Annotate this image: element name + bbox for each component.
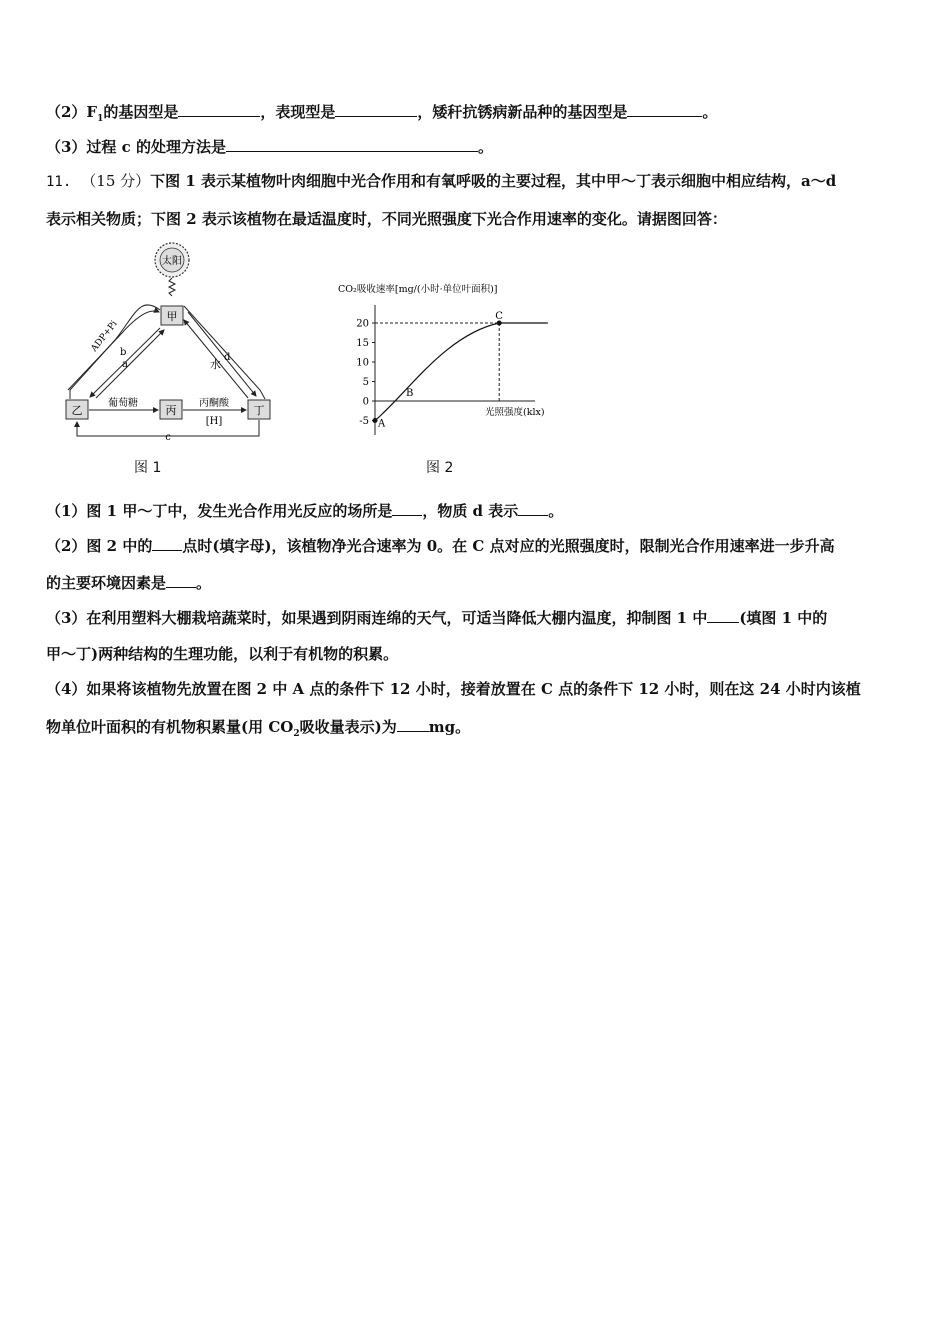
answer-blank[interactable] xyxy=(226,136,478,152)
answer-blank[interactable] xyxy=(707,607,739,623)
question-number: 11. xyxy=(46,174,72,190)
answer-blank[interactable] xyxy=(166,572,196,588)
q11-stem1: 下图 1 表示某植物叶肉细胞中光合作用和有氧呼吸的主要过程，其中甲～丁表示细胞中相应结构，a～d xyxy=(150,172,837,190)
q11-s2-text1: （2）图 2 中的 xyxy=(46,537,153,555)
q11-part2-line1 xyxy=(46,535,835,556)
q10-part2 xyxy=(46,101,717,129)
q10-p2-sub: 1 xyxy=(97,114,104,124)
point-a-label: A xyxy=(378,418,386,430)
q11-part1 xyxy=(46,500,563,521)
label-h: [H] xyxy=(205,416,223,427)
answer-blank[interactable] xyxy=(518,500,548,516)
label-a: a xyxy=(122,359,128,370)
label-c: c xyxy=(165,432,171,440)
arrow-adp xyxy=(70,305,160,399)
q11-part4-line1 xyxy=(46,679,861,699)
answer-blank[interactable] xyxy=(392,500,422,516)
y-tick-label: 10 xyxy=(356,357,369,369)
chart-ylabel: CO₂吸收速率[mg/(小时·单位叶面积)] xyxy=(338,284,498,295)
y-tick-label: 5 xyxy=(362,377,369,388)
figure-2-chart xyxy=(330,280,570,440)
q10-p2-label: （2）F xyxy=(46,103,98,121)
q11-s3-text2: (填图 1 中的 xyxy=(739,609,828,627)
label-pyruvate: 丙酮酸 xyxy=(199,398,229,409)
q10-p2-end: 。 xyxy=(702,103,718,121)
answer-blank[interactable] xyxy=(178,101,260,117)
label-glucose: 葡萄糖 xyxy=(108,398,138,409)
q11-s2-end: 。 xyxy=(196,574,212,592)
sun-label: 太阳 xyxy=(162,256,182,267)
label-water: 水 xyxy=(210,358,221,371)
q11-s1-end: 。 xyxy=(548,502,564,520)
label-yi: 乙 xyxy=(71,404,83,417)
q10-p2-text3: ，矮秆抗锈病新品种的基因型是 xyxy=(417,103,628,121)
q11-s1-text2: ，物质 d 表示 xyxy=(422,502,519,520)
answer-blank[interactable] xyxy=(152,535,182,551)
q11-s3-text1: （3）在利用塑料大棚栽培蔬菜时，如果遇到阴雨连绵的天气，可适当降低大棚内温度，抑制图 1 中 xyxy=(46,609,708,627)
label-b: b xyxy=(120,347,127,358)
label-adp: ADP+Pi xyxy=(89,319,120,354)
answer-blank[interactable] xyxy=(335,101,417,117)
y-tick-label: 20 xyxy=(356,318,369,330)
q11-stem-line1 xyxy=(46,171,836,192)
label-bing: 丙 xyxy=(165,404,177,417)
q11-s4-text2: 物单位叶面积的有机物积累量(用 CO xyxy=(46,718,294,736)
answer-blank[interactable] xyxy=(627,101,702,117)
q11-s2-text2: 点时(填字母)，该植物净光合速率为 0。在 C 点对应的光照强度时，限制光合作用速率进一步升高 xyxy=(182,537,835,555)
q11-s2-text3: 的主要环境因素是 xyxy=(46,574,167,592)
point-c-label: C xyxy=(495,311,503,322)
q11-part2-line2 xyxy=(46,572,211,593)
y-tick-label: 15 xyxy=(356,338,369,349)
sun-icon xyxy=(155,243,189,277)
y-tick-label: -5 xyxy=(359,416,369,427)
figure-1-caption: 图 1 xyxy=(134,460,162,476)
chart-xlabel: 光照强度(klx) xyxy=(485,407,545,418)
q11-part4-line2 xyxy=(46,716,470,744)
label-jia: 甲 xyxy=(166,310,178,323)
q10-p3-text: （3）过程 c 的处理方法是 xyxy=(46,138,227,156)
q10-part3 xyxy=(46,136,493,157)
point-b-label: B xyxy=(406,388,414,399)
q11-stem2: 表示相关物质；下图 2 表示该植物在最适温度时，不同光照强度下光合作用速率的变化。请据图回答： xyxy=(46,210,727,228)
q11-part3-line2 xyxy=(46,644,398,664)
light-zigzag xyxy=(169,278,175,296)
arrow-d xyxy=(188,312,256,396)
q10-p2-text2: ，表现型是 xyxy=(260,103,336,121)
q11-s4-text3: 吸收量表示)为 xyxy=(299,718,397,736)
question-score: （15 分） xyxy=(81,172,151,190)
point-a-marker xyxy=(373,418,378,423)
y-tick-label: 0 xyxy=(362,396,369,408)
q11-s4-text1: （4）如果将该植物先放置在图 2 中 A 点的条件下 12 小时，接着放置在 C 点的条件下 12 小时，则在这 24 小时内该植 xyxy=(46,680,861,698)
q11-s3-text3: 甲～丁)两种结构的生理功能，以利于有机物的积累。 xyxy=(46,645,399,663)
q10-p3-end: 。 xyxy=(478,138,494,156)
q11-stem-line2 xyxy=(46,209,727,229)
label-d: d xyxy=(224,352,231,363)
q11-part3-line1 xyxy=(46,607,827,628)
q11-s4-end: mg。 xyxy=(428,718,471,736)
label-ding: 丁 xyxy=(253,404,265,417)
answer-blank[interactable] xyxy=(397,716,429,732)
figure-2-caption: 图 2 xyxy=(426,460,454,476)
series-line xyxy=(375,323,548,421)
figure-1-diagram xyxy=(60,240,290,440)
q11-s1-text1: （1）图 1 甲～丁中，发生光合作用光反应的场所是 xyxy=(46,502,393,520)
q10-p2-text1: 的基因型是 xyxy=(103,103,179,121)
q11-s4-sub: 2 xyxy=(293,729,300,739)
